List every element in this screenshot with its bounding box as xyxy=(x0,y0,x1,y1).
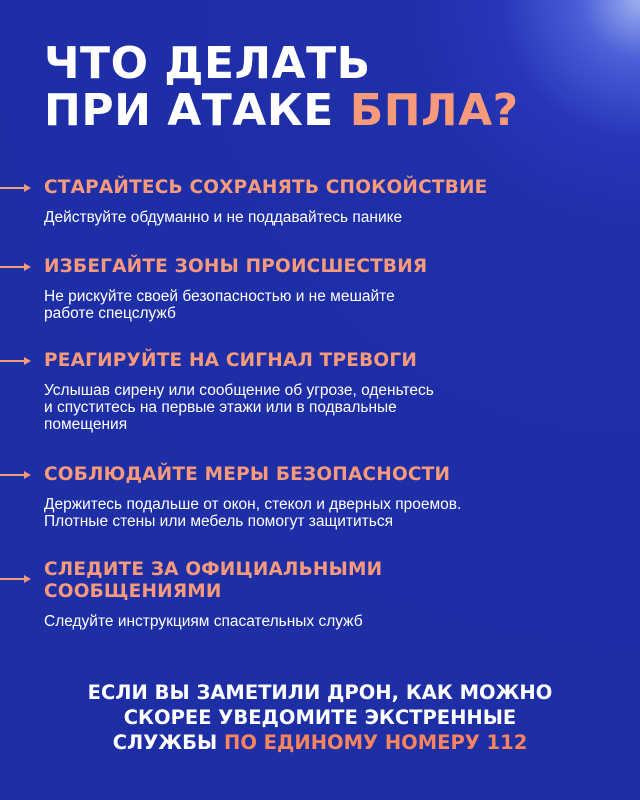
item-description xyxy=(44,382,619,433)
arrow-right-icon xyxy=(0,182,32,194)
item-description xyxy=(44,613,619,630)
item-heading xyxy=(44,350,624,372)
item-heading-line: ИЗБЕГАЙТЕ ЗОНЫ ПРОИСШЕСТВИЯ xyxy=(44,256,428,277)
footer-callout xyxy=(30,680,610,755)
title-line-2-prefix: ПРИ АТАКЕ xyxy=(44,85,350,136)
item-description-line: помещения xyxy=(44,416,128,433)
item-description-line: Услышав сирену или сообщение об угрозе, оденьтесь xyxy=(44,382,434,399)
item-heading-line: СТАРАЙТЕСЬ СОХРАНЯТЬ СПОКОЙСТВИЕ xyxy=(44,177,488,198)
item-description-line: Не рискуйте своей безопасностью и не мешайте xyxy=(44,288,395,305)
item-description xyxy=(44,209,619,226)
item-description-line: работе спецслужб xyxy=(44,305,176,322)
item-description-line: Плотные стены или мебель помогут защититься xyxy=(44,513,393,530)
emergency-number: ПО ЕДИНОМУ НОМЕРУ 112 xyxy=(224,731,528,754)
item-description-line: Держитесь подальше от окон, стекол и дверных проемов. xyxy=(44,496,462,513)
item-heading-line: РЕАГИРУЙТЕ НА СИГНАЛ ТРЕВОГИ xyxy=(44,350,417,371)
footer-line-2: СКОРЕЕ УВЕДОМИТЕ ЭКСТРЕННЫЕ xyxy=(123,706,517,729)
item-heading-line: СЛЕДИТЕ ЗА ОФИЦИАЛЬНЫМИ xyxy=(44,559,383,580)
item-heading xyxy=(44,256,624,278)
arrow-right-icon xyxy=(0,355,32,367)
item-heading-line: СООБЩЕНИЯМИ xyxy=(44,581,222,602)
footer-line-3-prefix: СЛУЖБЫ xyxy=(112,731,224,754)
arrow-right-icon xyxy=(0,469,32,481)
title-line-1: ЧТО ДЕЛАТЬ xyxy=(44,38,371,89)
item-heading xyxy=(44,559,624,603)
item-description-line: Следуйте инструкциям спасательных служб xyxy=(44,613,363,630)
item-description xyxy=(44,496,619,530)
item-description-line: и спуститесь на первые этажи или в подвальные xyxy=(44,399,397,416)
item-heading xyxy=(44,177,624,199)
footer-line-1: ЕСЛИ ВЫ ЗАМЕТИЛИ ДРОН, КАК МОЖНО xyxy=(87,681,553,704)
item-heading xyxy=(44,464,624,486)
item-heading-line: СОБЛЮДАЙТЕ МЕРЫ БЕЗОПАСНОСТИ xyxy=(44,464,451,485)
arrow-right-icon xyxy=(0,573,32,585)
item-description xyxy=(44,288,619,322)
arrow-right-icon xyxy=(0,261,32,273)
title-line-2-accent: БПЛА? xyxy=(349,85,519,136)
item-description-line: Действуйте обдуманно и не поддавайтесь панике xyxy=(44,209,403,226)
